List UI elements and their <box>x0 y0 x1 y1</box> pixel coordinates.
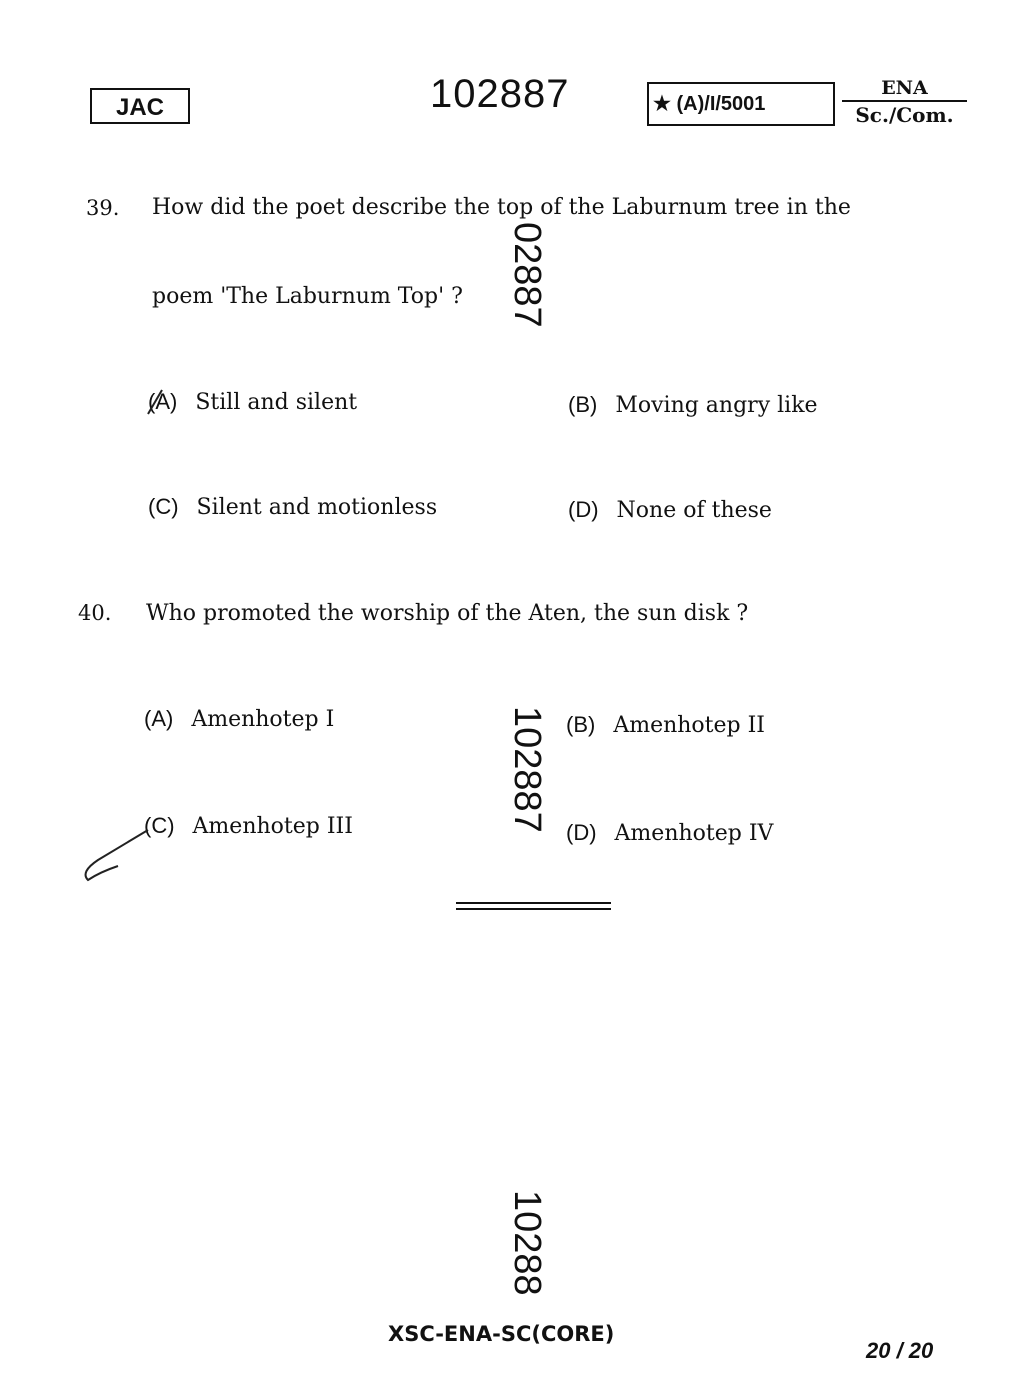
option-text: Still and silent <box>195 390 358 415</box>
handwritten-tick-mark <box>78 800 188 890</box>
end-divider <box>456 902 611 904</box>
option-text: Amenhotep IV <box>614 821 774 846</box>
option-text: Amenhotep III <box>192 814 353 839</box>
option-text: Moving angry like <box>615 393 818 418</box>
option-label: (C) <box>148 494 179 519</box>
option-label: (C) <box>144 813 175 838</box>
question-text-continued: poem 'The Laburnum Top' ? <box>152 284 463 309</box>
option-text: Amenhotep II <box>613 713 765 738</box>
option-label: (B) <box>568 392 598 417</box>
question-text: How did the poet describe the top of the Laburnum tree in the <box>152 195 851 220</box>
end-divider <box>456 908 611 910</box>
vertical-serial-stamp: 02887 <box>506 222 548 328</box>
option-d[interactable] <box>566 820 773 846</box>
board-logo-box: JAC <box>90 88 190 124</box>
footer-paper-code: XSC-ENA-SC(CORE) <box>388 1322 615 1346</box>
handwritten-strike-mark <box>140 384 190 424</box>
question-number: 39. <box>86 196 120 220</box>
page-number: 20 / 20 <box>866 1338 934 1363</box>
subject-code: ENA <box>842 76 967 102</box>
question-text: Who promoted the worship of the Aten, the sun disk ? <box>146 601 749 626</box>
paper-code-box <box>647 82 835 126</box>
booklet-serial: 102887 <box>430 72 570 116</box>
subject-stream <box>842 76 967 128</box>
stream-label: Sc./Com. <box>855 103 954 127</box>
option-label: (D) <box>568 497 599 522</box>
option-label: (A) <box>144 706 174 731</box>
option-label: (D) <box>566 820 597 845</box>
option-text: None of these <box>616 498 772 523</box>
paper-code: (A)/I/5001 <box>676 93 766 115</box>
option-text: Amenhotep I <box>191 707 335 732</box>
option-a[interactable] <box>144 706 334 732</box>
option-label: (A) <box>148 389 178 414</box>
option-b[interactable] <box>568 392 818 418</box>
option-c[interactable] <box>148 494 437 520</box>
option-text: Silent and motionless <box>196 495 438 520</box>
question-number: 40. <box>78 601 112 625</box>
option-b[interactable] <box>566 712 765 738</box>
option-d[interactable] <box>568 497 772 523</box>
star-icon: ★ <box>653 93 671 115</box>
vertical-serial-stamp: 102887 <box>506 706 548 833</box>
vertical-serial-stamp: 10288 <box>506 1190 548 1296</box>
option-label: (B) <box>566 712 596 737</box>
